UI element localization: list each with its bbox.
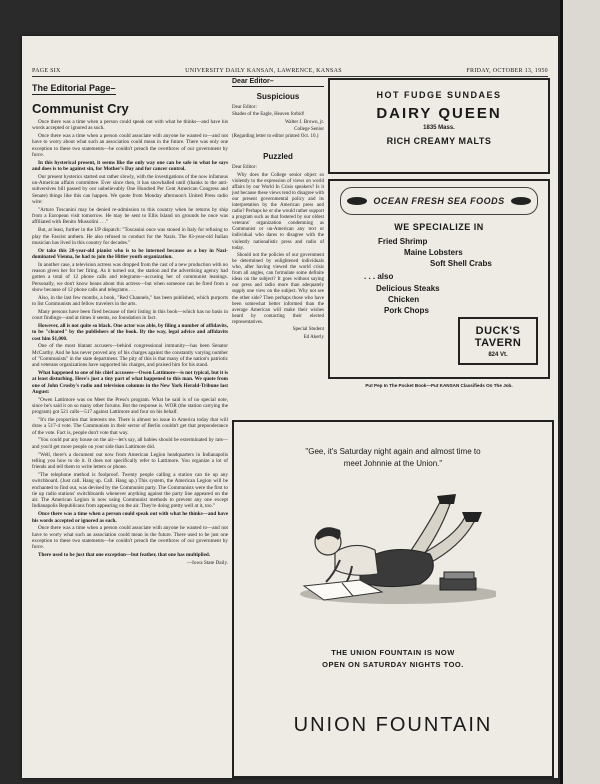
letter-signature-name: Ed Akerly [303,334,324,340]
specialize-heading: WE SPECIALIZE IN [394,222,484,232]
editorial-paragraph: In another case, a television actress was dropped from the cast of a new production with no reason given her for her firing. As it turned out, the station and the advertising agency had gotten a total of 12 phone calls and telegrams—accusing her of communist leanings. Personally, we don't know beans about this actress—but when someone can be fired from a show because of 12 phone calls and telegrams . . . [32,261,228,293]
editorial-paragraph: But, at least, further in the UP dispatch: "Toscanini once was stoned in Italy for refusing to play the Fascist anthem. He also refused to conduct for the Nazis. The 83-year-old Italian musician has lived in this country for decades." [32,227,228,246]
letter-signature: Walter J. Brown, jr. [284,119,324,125]
letter-signature-title: College Senior [294,126,324,132]
editorial-column [32,78,228,568]
menu-item: Pork Chops [384,306,429,315]
editorial-paragraph: Our present hysterics started out rather slowly, with the investigations of the now infamous un-American affairs committee. Ever since then, it has snowballed until (thanks to the anti-subversives bill passed by our unbelievably One Hundred Per Cent American Congress and Senate) things like this can happen. We quote from Monday afternoon's United Press radio wire: [32,173,228,206]
editorial-paragraph: "Well, there's a document out now from American Legion headquarters in Indianapolis telling you how to do it. It does not specifically refer to Lattimore. You organize a lot of friends and tell them to write letters or phone. [32,451,228,471]
editorial-paragraph: There used to be just that one exception—but feather, that one has multiplied. [38,552,211,558]
letter-note: (Regarding letter to editor printed Oct. 10.) [232,134,319,140]
menu-item: Chicken [388,295,420,304]
ads-column [328,78,550,388]
ducks-tavern-box [458,317,538,365]
fish-icon [511,197,531,205]
union-hours-line: OPEN ON SATURDAY NIGHTS TOO. [322,660,464,669]
ducks-tavern-name: DUCK'S TAVERN [474,325,522,349]
ducks-tavern-address: 824 Vt. [488,352,508,358]
editorial-paragraph: Once there was a time when a person could associate with anyone he wanted to—and not have to worry what such an association could mean in the future. There used to be just one exception to these two statements—he couldn't preach the overthrow of our government by force. [32,525,228,551]
letter-title: Suspicious [256,92,300,101]
editorial-paragraph: "The telephone method is foolproof. Twenty people calling a station can tie up any switchboard. (Just call. Hang up. Call. Hang up.) This system, the American Legion will be enchanted to find out, was devised by the Communist party. The Communists were the first to tie up radio stations' switchboards whenever anything against the party line appeared on the air. The American Legion is now using Communist methods to prevent any one except Indianapolis Republicans from appearing on the air. They're doing pretty well at it, too." [32,471,228,510]
editorial-paragraph: Once there was a time when a person could speak out with what he thinks—and have his words accepted or ignored as such. [32,119,228,132]
editorial-paragraph: Once there was a time when a person could speak out with what he thinks—and have his words accepted or ignored as such. [32,511,228,524]
union-quote-line: meet Johnnie at the Union." [343,459,443,468]
classifieds-slogan: Put Pep In The Pocket Book—Put KANSAN Classifieds On The Job. [365,383,513,388]
editorial-paragraph: "Owen Lattimore was on Meet the Press's program. What he said is of no special note, since he's said it on so many other forums. But the response is. WOR (the station carrying the program) got 521 calls—517 against Lattimore and four on his behalf. [32,396,228,416]
menu-item: Fried Shrimp [378,237,428,246]
dq-name: DAIRY QUEEN [376,105,502,122]
editorial-source: —Iowa State Daily. [186,559,228,566]
editorial-page-label: The Editorial Page– [32,83,116,93]
page-number: PAGE SIX [32,68,61,74]
letter-signature: Special Student [292,327,324,333]
editorial-paragraph: Once there was a time when a person could associate with anyone he wanted to—and not have to worry about what such an association could mean in the future. There was only one exception to these two statements—he couldn't preach the overthrow of our government by force. [32,133,228,158]
letters-label: Dear Editor– [232,78,324,87]
girl-reading-illustration [290,482,496,612]
editorial-paragraph: In this hysterical present, it seems like the only way one can be safe in what he says and does is to be against sin, for Mother's Day and for cancer control. [32,159,228,173]
fish-icon [347,197,367,205]
union-quote [234,446,552,470]
editorial-paragraph: What happened to one of his chief accusees—Owen Lattimore—is not typical, but it is at least disturbing. Here's just a tiny part of what happened to this man. We quote from one of John Crosby's radio and television columns in the New York Herald-Tribune last August: [32,369,228,395]
letter-paragraph: Should not the policies of our government be determined by enlightened individuals who, after having viewed the world crisis from all angles, can formulate some definite ideas on the subject? It goes without saying our press and radio more than adequately supply one view on the subject. Why not see the other side? Then perhaps those who have been somewhat better informed than the average American will make their wishes heard by contacting their elected representatives. [232,252,324,325]
sea-foods-banner [340,187,538,215]
paper-name: UNIVERSITY DAILY KANSAN, LAWRENCE, KANSAS [185,68,342,74]
adjacent-page-edge [560,0,600,784]
dairy-queen-ad [328,78,550,174]
editorial-body [32,119,228,566]
editorial-headline: Communist Cry [32,101,129,116]
editorial-paragraph: Or take this 28-year-old pianist who is to be interned because as a boy in Nazi-dominated Vienna, he had to join the Hitler youth organization. [32,247,228,260]
union-hours-line: THE UNION FOUNTAIN IS NOW [331,648,455,657]
editorial-paragraph: Many persons have been fired because of their listing in this book—which has no basis in court findings—and at times it seems, no foundation in fact. [32,308,228,322]
running-header [32,68,548,77]
editorial-paragraph: "You could put any house on the air—let's say, all babies should be exterminated by rats—and you'd get more people on your side than Lattimore did. [32,437,228,450]
letter [232,105,324,140]
menu-item: Soft Shell Crabs [430,259,492,268]
editorial-paragraph: Also, in the last few months, a book, "Red Channels," has been published, which purports to list Communists and fellow travelers in the arts. [32,294,228,308]
sea-foods-ad [328,179,550,379]
union-quote-line: "Gee, it's Saturday night again and almost time to [305,447,481,456]
letter-body: Shades of the Eagle, Heaven forbid! [232,112,305,118]
letter-salutation: Dear Editor: [232,105,257,110]
union-fountain-ad [232,420,554,778]
union-fountain-name: UNION FOUNTAIN [293,714,493,736]
editorial-paragraph: "Arturo Toscanini may be denied re-admission to this country when he returns by ship from a European visit tomorrow. He may be sent to Ellis Island on grounds he once was affiliated with Benito Mussolini . . ." [32,206,228,226]
letter-title: Puzzled [263,152,293,162]
editorial-paragraph: "It's the proportion that interests me. There is almost no issue in America today that will draw a 517-4 vote. The Communists in their sector of Berlin couldn't get that preponderance of the vote. Fact is, people don't vote that way. [32,417,228,436]
union-hours [234,647,552,671]
menu-item: Delicious Steaks [376,284,440,293]
letters-column [232,78,324,342]
dq-top-line: HOT FUDGE SUNDAES [376,90,502,100]
dq-address: 1835 Mass. [423,125,455,131]
issue-date: FRIDAY, OCTOBER 13, 1950 [466,68,548,74]
letter [232,165,324,340]
editorial-paragraph: However, all is not quite so black. One actor was able, by filing a number of affidavits, to be "cleared" by the publishers of the book. By the way, legal advice and affidavits cost him $1,000. [32,322,228,342]
newspaper-page [22,36,558,778]
also-line: . . . also [364,272,394,281]
menu-item: Maine Lobsters [404,248,463,257]
letter-paragraph: Why does the College senior object so violently to the expression of views on world affairs by our World In Crisis speakers? Is it just because these views tend to disagree with our present governmental policy and its interpretation by the American press and radio? Perhaps he or she would rather support a program such as that fostered by our oldest veterans' organization condemning as Communist or un-American any text or individual who dares to disagree with the violently nationalistic press and radio of today. [232,172,324,251]
letter-salutation: Dear Editor: [232,165,257,171]
dq-tagline: RICH CREAMY MALTS [386,136,492,146]
sea-foods-banner-text: OCEAN FRESH SEA FOODS [373,196,505,206]
editorial-paragraph: One of the most blatant accusers—behind congressional immunity—has been Senator McCarthy. And he has never proved any of his charges against the constantly varying number of "Communists" in the state department. The pity of this is that many of the nation's patriotic and veterans organizations have supported his charges, and praised him for his stand. [32,343,228,369]
